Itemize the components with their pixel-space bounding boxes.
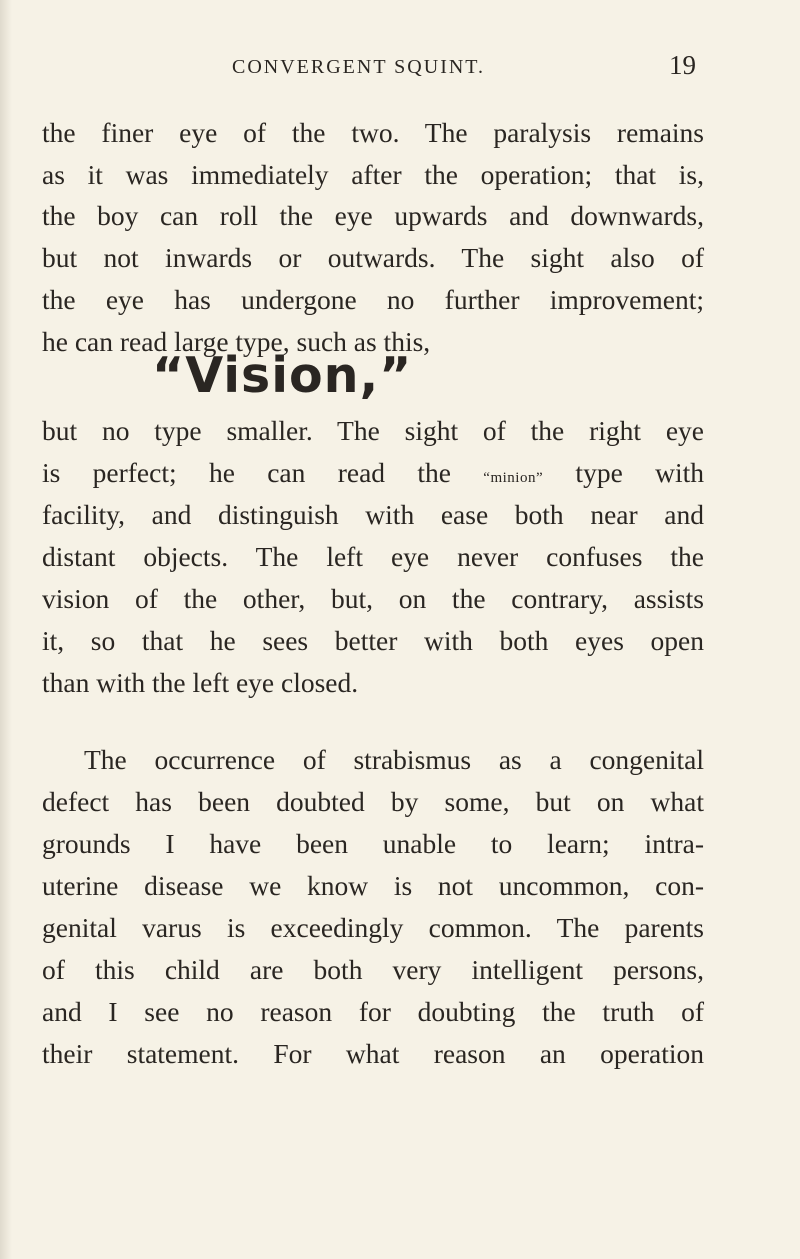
text-line: it, so that he sees better with both eyes open bbox=[42, 625, 704, 656]
text-line: distant objects. The left eye never confuses the bbox=[42, 541, 704, 572]
text-line: the finer eye of the two. The paralysis remains bbox=[42, 117, 704, 148]
text-line: but no type smaller. The sight of the right eye bbox=[42, 415, 704, 446]
text-line: grounds I have been unable to learn; intra- bbox=[42, 828, 704, 859]
minion-type-specimen: “minion” bbox=[483, 470, 544, 486]
text-line: the eye has undergone no further improvement; bbox=[42, 284, 704, 315]
text-line: the boy can roll the eye upwards and downwards, bbox=[42, 200, 704, 231]
text-line: their statement. For what reason an operation bbox=[42, 1038, 704, 1069]
running-title: CONVERGENT SQUINT. bbox=[232, 56, 486, 78]
text-line: uterine disease we know is not uncommon, con- bbox=[42, 870, 704, 901]
text-line: vision of the other, but, on the contrary, assists bbox=[42, 583, 704, 614]
binding-shadow bbox=[0, 0, 12, 1259]
text-segment: is perfect; he can read the bbox=[42, 457, 484, 488]
text-line: than with the left eye closed. bbox=[42, 667, 359, 698]
paragraph-first-line: The occurrence of strabismus as a congenital bbox=[84, 744, 704, 775]
page-number: 19 bbox=[669, 50, 696, 80]
text-line: of this child are both very intelligent persons, bbox=[42, 954, 704, 985]
text-line: but not inwards or outwards. The sight also of bbox=[42, 242, 704, 273]
text-line-with-specimen bbox=[42, 456, 704, 490]
text-line: he can read large type, such as this, bbox=[42, 326, 431, 357]
text-line: facility, and distinguish with ease both near and bbox=[42, 499, 704, 530]
text-line: and I see no reason for doubting the truth of bbox=[42, 996, 704, 1027]
text-line: genital varus is exceedingly common. The parents bbox=[42, 912, 704, 943]
text-line: defect has been doubted by some, but on what bbox=[42, 786, 704, 817]
text-segment: type with bbox=[543, 457, 704, 488]
type-specimen: “Vision,” bbox=[152, 347, 413, 404]
text-line bbox=[42, 743, 704, 777]
text-line: as it was immediately after the operation; that is, bbox=[42, 159, 704, 190]
